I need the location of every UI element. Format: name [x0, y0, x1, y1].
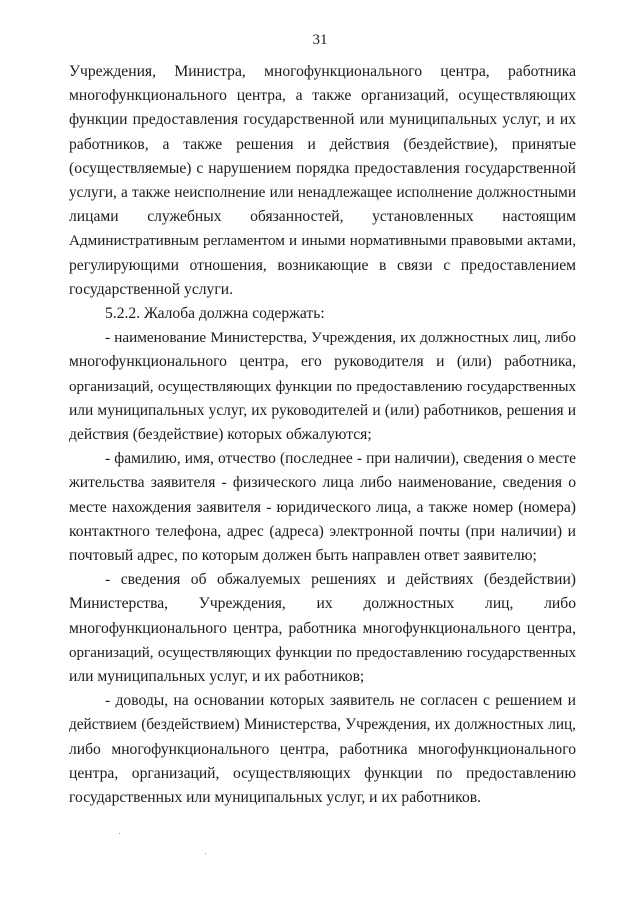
text-line: - доводы, на основании которых заявитель не согласен с решением и	[105, 692, 576, 710]
text-line: Министерства, Учреждения, их должностных лиц, либо	[69, 595, 576, 613]
text-line: (осуществляемые) с нарушением порядка предоставления государственной	[69, 159, 576, 177]
scan-speck	[205, 853, 206, 854]
text-line: или муниципальных услуг, их руководителей и (или) работников, решения и	[69, 401, 576, 419]
text-line: лицами служебных обязанностей, установленных настоящим	[69, 208, 576, 226]
text-line: почтовый адрес, по которым должен быть направлен ответ заявителю;	[69, 547, 537, 565]
scan-speck	[119, 833, 120, 834]
text-line: Административным регламентом и иными нормативными правовыми актами,	[69, 232, 576, 250]
text-line: Учреждения, Министра, многофункционального центра, работника	[69, 63, 576, 80]
text-line: 5.2.2. Жалоба должна содержать:	[105, 305, 325, 323]
text-line: центра, организаций, осуществляющих функции по предоставлению	[69, 764, 576, 782]
text-line: многофункционального центра, работника многофункционального центра,	[69, 619, 576, 637]
text-line: услуги, а также неисполнение или ненадлежащее исполнение должностными	[69, 184, 576, 202]
text-line: работников, а также решения и действия (бездействие), принятые	[69, 135, 576, 153]
text-line: регулирующими отношения, возникающие в связи с предоставлением	[69, 256, 576, 274]
text-line: - сведения об обжалуемых решениях и действиях (бездействии)	[105, 571, 576, 589]
text-line: организаций, осуществляющих функции по предоставлению государственных	[69, 644, 576, 661]
text-line: функции предоставления государственной или муниципальных услуг, и их	[69, 111, 576, 129]
text-line: - наименование Министерства, Учреждения, их должностных лиц, либо	[105, 329, 576, 347]
text-line: контактного телефона, адрес (адреса) электронной почты (при наличии) и	[69, 522, 576, 540]
body-text	[69, 60, 576, 810]
text-line: организаций, осуществляющих функции по предоставлению государственных	[69, 378, 576, 395]
text-line: действием (бездействием) Министерства, Учреждения, их должностных лиц,	[69, 716, 576, 734]
page-number: 31	[312, 32, 328, 48]
text-line: - фамилию, имя, отчество (последнее - при наличии), сведения о месте	[105, 450, 576, 468]
text-line: или муниципальных услуг, и их работников;	[69, 668, 365, 686]
text-line: многофункционального центра, а также организаций, осуществляющих	[69, 87, 576, 105]
text-line: жительства заявителя - физического лица либо наименование, сведения о	[69, 474, 576, 492]
text-line: месте нахождения заявителя - юридического лица, а также номер (номера)	[69, 498, 576, 516]
text-line: действия (бездействие) которых обжалуются;	[69, 426, 372, 444]
text-line: многофункционального центра, его руководителя и (или) работника,	[69, 353, 576, 371]
text-line: либо многофункционального центра, работника многофункционального	[69, 740, 576, 758]
text-line: государственных или муниципальных услуг, и их работников.	[69, 789, 481, 807]
text-line: государственной услуги.	[69, 280, 233, 298]
